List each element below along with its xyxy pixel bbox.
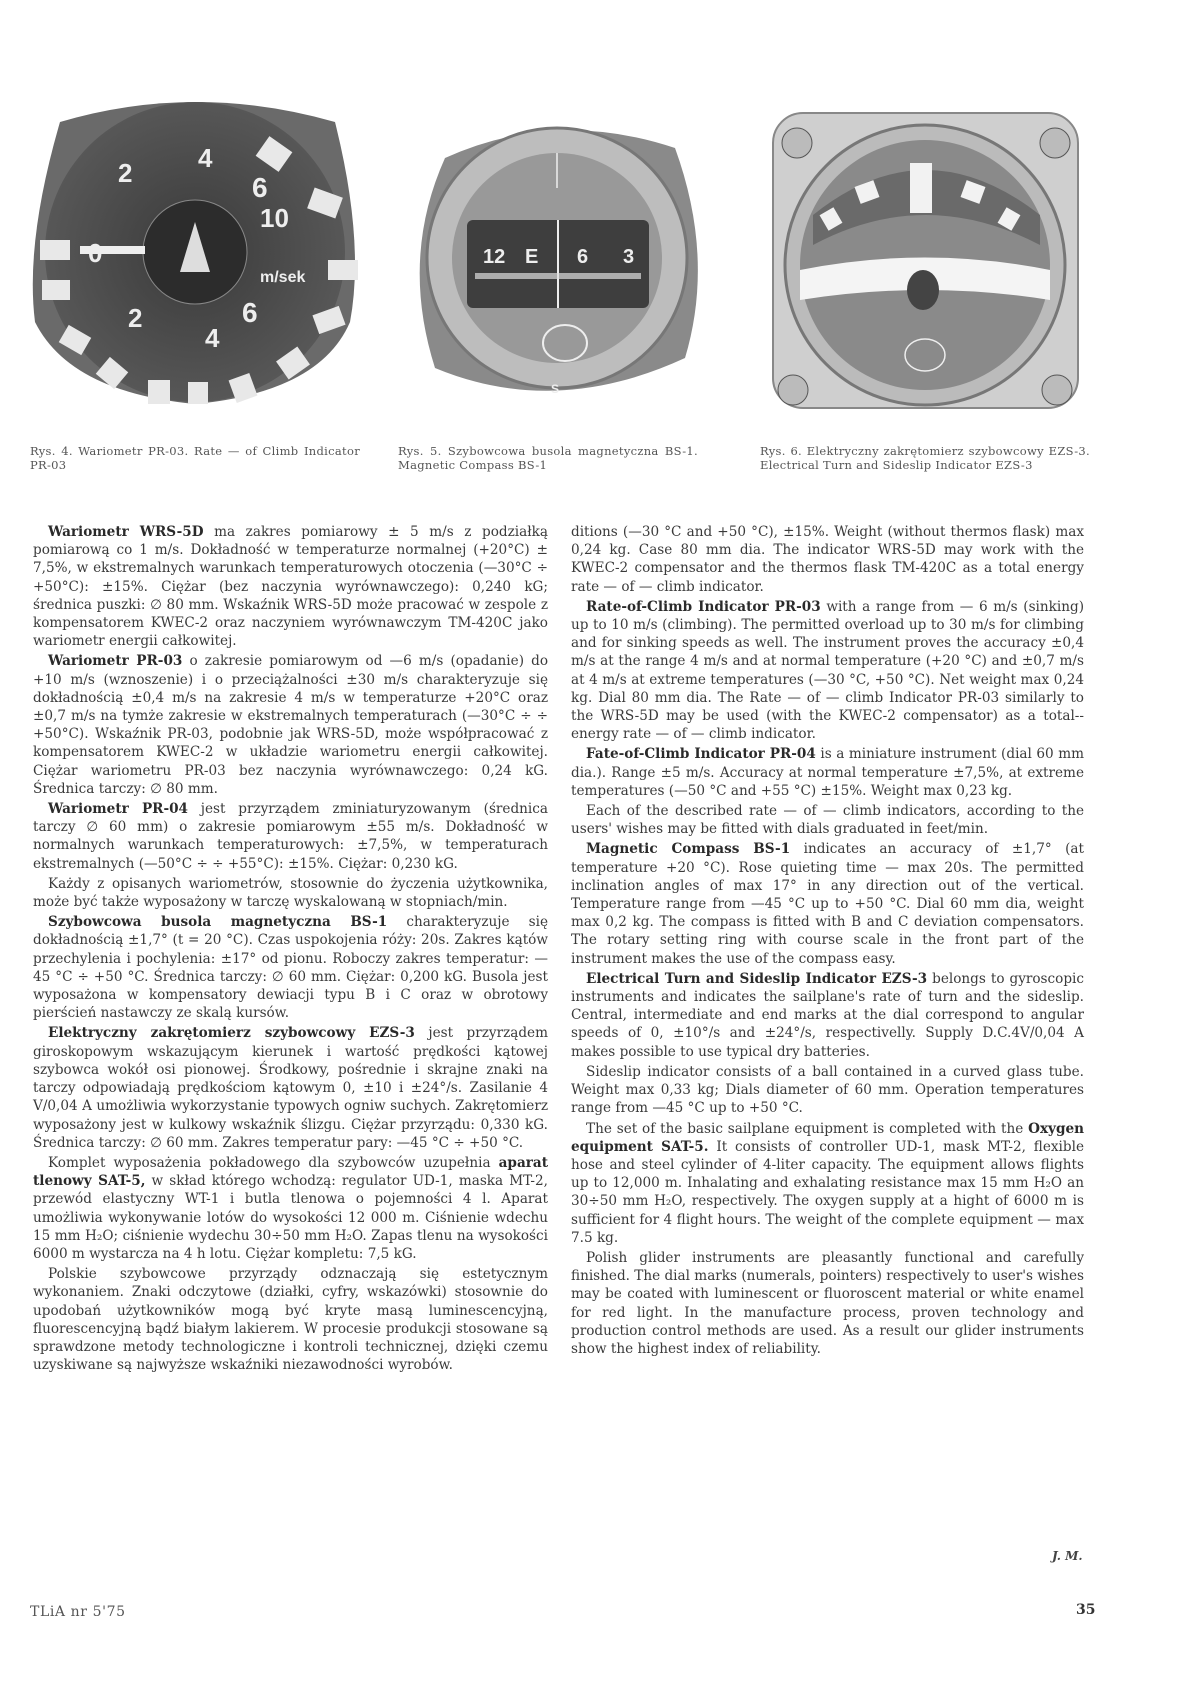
paragraph-text: Sideslip indicator consists of a ball contained in a curved glass tube. Weight max 0,33 kg; Dials diameter of 60 mm. Operation temperatures range from —45 °C up to +50 °C. xyxy=(571,1063,1084,1117)
dial-label: 0 xyxy=(88,238,103,268)
dial-label: 10 xyxy=(260,203,289,233)
paragraph-lead: Szybowcowa busola magnetyczna BS-1 xyxy=(48,914,388,931)
paragraph-lead: Magnetic Compass BS-1 xyxy=(586,841,791,858)
paragraph-lead: Elektryczny zakrętomierz szybowcowy EZS-3 xyxy=(48,1025,415,1042)
dial-label: 4 xyxy=(205,323,220,353)
figure-4-photo xyxy=(20,82,370,404)
turn-indicator-photo xyxy=(765,105,1090,415)
paragraph-pr03 xyxy=(33,652,548,798)
dial-label: 2 xyxy=(118,158,133,188)
dial-label: 2 xyxy=(128,303,143,333)
compass-label: 12 xyxy=(483,246,506,268)
paragraph-text: Polskie szybowcowe przyrządy odznaczają się estetycznym wykonaniem. Znaki odczytowe (działki, cyfry, wskazówki) stosownie do upodobań użytkowników mogą być kryte masą luminescencyjną, fluorescencyjną bądź białym lakierem. W procesie produkcji stosowane są sprawdzone metody technologiczne i kontroli technicznej, dzięki czemu uzyskiwane są najwyższe wskaźniki niezawodności wyrobów. xyxy=(33,1266,548,1374)
figure-5-photo xyxy=(405,108,710,408)
paragraph-text: Polish glider instruments are pleasantly functional and carefully finished. The dial marks (numerals, pointers) respectively to user's wishes may be coated with luminescent or fluoroscent material or white enamel for red light. In the manufacture process, proven technology and production control methods are used. As a result our glider instruments show the highest index of reliability. xyxy=(571,1249,1085,1357)
paragraph-text: ma zakres pomiarowy ± 5 m/s z podziałką pomiarową co 1 m/s. Dokładność w temperaturze normalnej (+20°C) ± 7,5%, w ekstremalnych warunkach temperaturowych otoczenia (—30°C ÷ +50°C): ±15%. Ciężar (bez naczynia wyrównawczego): 0,240 kG; średnica puszki: ∅ 80 mm. Wskaźnik WRS-5D może pracować w zespole z kompensatorem KWEC-2 oraz naczyniem wyrównawczym TM-420C jako wariometr energii całkowitej. xyxy=(33,524,548,650)
paragraph-summary-en xyxy=(571,1249,1084,1358)
author-signature: J. M. xyxy=(1052,1549,1083,1563)
right-column-english xyxy=(571,523,1084,1360)
paragraph-lead: Wariometr PR-03 xyxy=(48,653,183,670)
paragraph-text: with a range from — 6 m/s (sinking) up to 10 m/s (climbing). The permitted overload up to 30 m/s for climbing and for sinking speeds as well. The instrument proves the accuracy ±0,4 m/s at the range 4 m/s and at normal temperature (+20 °C) and ±0,7 m/s at 4 m/s at extreme temperatures (—30 °C, +50 °C). Net weight max 0,24 kg. Dial 80 mm dia. The Rate — of — climb Indicator PR-03 similarly to the WRS-5D may be used (with the KWEC-2 compensator) as a total--energy rate — of — climb indicator. xyxy=(571,598,1084,743)
paragraph-sat5-en xyxy=(571,1120,1084,1247)
paragraph-text: Each of the described rate — of — climb indicators, according to the users' wishes may be fitted with dials graduated in feet/min. xyxy=(571,803,1084,838)
paragraph-text: o zakresie pomiarowym od —6 m/s (opadanie) do +10 m/s (wznoszenie) i o przeciążalności ±30 m/s charakteryzuje się dokładnością ±0,4 m/s na zakresie 4 m/s w temperaturze +20°C oraz ±0,7 m/s na tymże zakresie w ekstremalnych temperaturach (—30°C ÷ ÷ +50°C). Wskaźnik PR-03, podobnie jak WRS-5D, może współpracować z kompensatorem KWEC-2 w układzie wariometru energii całkowitej. Ciężar wariometru PR-03 bez naczynia wyrównawczego: 0,24 kG. Średnica tarczy: ∅ 80 mm. xyxy=(33,653,549,797)
paragraph-text: jest przyrządem giroskopowym wskazującym kierunek i wartość prędkości kątowej szybowca wokół osi pionowej. Środkowy, pośrednie i skrajne znaki na tarczy odpowiadają prędkościom kątowym 0, ±10 i ±24°/s. Zasilanie 4 V/0,04 A umożliwia wykorzystanie typowych ogniw suchych. Zakrętomierz wyposażony jest w kulkowy wskaźnik ślizgu. Ciężar przyrządu: 0,330 kG. Średnica tarczy: ∅ 60 mm. Zakres temperatur pary: —45 °C ÷ +50 °C. xyxy=(33,1025,548,1151)
dial-label: 4 xyxy=(198,143,213,173)
compass-label: S xyxy=(551,382,560,396)
compass-label: E xyxy=(525,246,539,268)
paragraph-text: Komplet wyposażenia pokładowego dla szybowców uzupełnia xyxy=(48,1154,499,1171)
figure-6-caption: Rys. 6. Elektryczny zakrętomierz szybowcowy EZS-3. Electrical Turn and Sideslip Indicator EZS-3 xyxy=(760,444,1090,472)
compass-label: 6 xyxy=(577,246,589,268)
paragraph-text: Każdy z opisanych wariometrów, stosownie do życzenia użytkownika, może być także wyposażony w tarczę wyskalowaną w stopniach/min. xyxy=(33,875,548,911)
paragraph-lead: Wariometr WRS-5D xyxy=(48,524,204,540)
paragraph-dial-options xyxy=(33,875,548,911)
paragraph-bs1 xyxy=(33,913,548,1022)
page-number: 35 xyxy=(1076,1602,1096,1618)
paragraph-text: belongs to gyroscopic instruments and indicates the sailplane's rate of turn and the sideslip. Central, intermediate and end marks at the dial correspond to angular speeds of 0, ±10°/s and ±24°/s, respectivelly. Supply D.C.4V/0,04 A makes possible to use typical dry batteries. xyxy=(571,970,1084,1060)
publication-footer: TLiA nr 5'75 xyxy=(30,1604,126,1620)
paragraph-text: It consists of controller UD-1, mask MT-2, flexible hose and steel cylinder of 4-liter capacity. The equipment allows flights up to 12,000 m. Inhalating and exhalating resistance max 15 mm H₂O an 30÷50 mm H₂O, respectively. The oxygen supply at a hight of 6000 m is sufficient for 4 flight hours. The weight of the complete equipment — max 7.5 kg. xyxy=(571,1138,1085,1246)
paragraph-sat5 xyxy=(33,1154,548,1263)
paragraph-pr04 xyxy=(33,800,548,873)
paragraph-text: w skład którego wchodzą: regulator UD-1, maska MT-2, przewód elastyczny WT-1 i butla tlenowa o pojemności 4 l. Aparat umożliwia wykonywanie lotów do wysokości 12 000 m. Ciśnienie wdechu 15 mm H₂O; ciśnienie wydechu 30÷50 mm H₂O. Zapas tlenu na wysokości 6000 m wystarcza na 4 h lotu. Ciężar kompletu: 7,5 kG. xyxy=(33,1173,548,1262)
left-column-polish xyxy=(33,523,548,1376)
dial-label: 6 xyxy=(242,297,258,328)
paragraph-dial-options-en xyxy=(571,802,1084,838)
paragraph-text: The set of the basic sailplane equipment is completed with the xyxy=(586,1120,1029,1137)
paragraph-pr03-en xyxy=(571,598,1084,744)
paragraph-sideslip-en xyxy=(571,1063,1084,1118)
paragraph-bs1-en xyxy=(571,840,1084,967)
paragraph-text: ditions (—30 °C and +50 °C), ±15%. Weight (without thermos flask) max 0,24 kg. Case 80 mm dia. The indicator WRS-5D may work with the KWEC-2 compensator and the thermos flask TM-420C as a total energy rate — of — climb indicator. xyxy=(571,524,1084,595)
figure-5-caption: Rys. 5. Szybowcowa busola magnetyczna BS-1. Magnetic Compass BS-1 xyxy=(398,444,698,472)
dial-label: 6 xyxy=(252,172,268,203)
paragraph-ezs3-en xyxy=(571,970,1084,1061)
figure-4-caption: Rys. 4. Wariometr PR-03. Rate — of Climb Indicator PR-03 xyxy=(30,444,360,472)
paragraph-wrs5d xyxy=(33,523,548,650)
paragraph-lead: Rate-of-Climb Indicator PR-03 xyxy=(586,598,821,615)
paragraph-summary xyxy=(33,1265,548,1374)
paragraph-text: is a miniature instrument (dial 60 mm dia.). Range ±5 m/s. Accuracy at normal temperature ±7,5%, at extreme temperatures (—50 °C and +55 °C) ±15%. Weight max 0,23 kg. xyxy=(571,746,1084,799)
paragraph-text: indicates an accuracy of ±1,7° (at temperature +20 °C). Rose quieting time — max 20s. The permitted inclination angles of max 17° in any direction out of the vertical. Temperature range from —45 °C up to +50 °C. Dial 60 mm dia, weight max 0,2 kg. The compass is fitted with B and C deviation compensators. The rotary setting ring with course scale in the front part of the instrument makes the use of the compass easy. xyxy=(571,841,1085,967)
paragraph-text: charakteryzuje się dokładnością ±1,7° (t = 20 °C). Czas uspokojenia róży: 20s. Zakres kątów przechylenia i pochylenia: ±17° od pionu. Roboczy zakres temperatur: —45 °C ÷ +50 °C. Średnica tarczy: ∅ 60 mm. Ciężar: 0,200 kG. Busola jest wyposażona w kompensatory dewiacji typu B i C oraz w obrotowy pierścień nastawczy ze skalą kursów. xyxy=(33,914,549,1022)
paragraph-pr04-en xyxy=(571,745,1084,800)
dial-unit-label: m/sek xyxy=(260,269,306,286)
paragraph-lead: aparat tlenowy SAT-5, xyxy=(33,1154,548,1190)
variometer-photo xyxy=(20,82,370,404)
compass-label: 3 xyxy=(623,246,635,268)
figure-6-photo xyxy=(765,105,1090,415)
paragraph-text: jest przyrządem zminiaturyzowanym (średnica tarczy ∅ 60 mm) o zakresie pomiarowym ±55 m/s. Dokładność w normalnych warunkach temperaturowych: ±7,5%, w temperaturach ekstremalnych (—50°C ÷ ÷ +55°C): ±15%. Ciężar: 0,230 kG. xyxy=(33,801,549,872)
paragraph-lead: Fate-of-Climb Indicator PR-04 xyxy=(586,746,816,763)
paragraph-lead: Oxygen equipment SAT-5. xyxy=(571,1120,1084,1155)
paragraph-lead: Wariometr PR-04 xyxy=(48,801,189,818)
paragraph-lead: Electrical Turn and Sideslip Indicator EZS-3 xyxy=(586,970,928,987)
compass-photo xyxy=(405,108,710,408)
paragraph-ezs3 xyxy=(33,1024,548,1151)
paragraph-continuation xyxy=(571,523,1084,596)
